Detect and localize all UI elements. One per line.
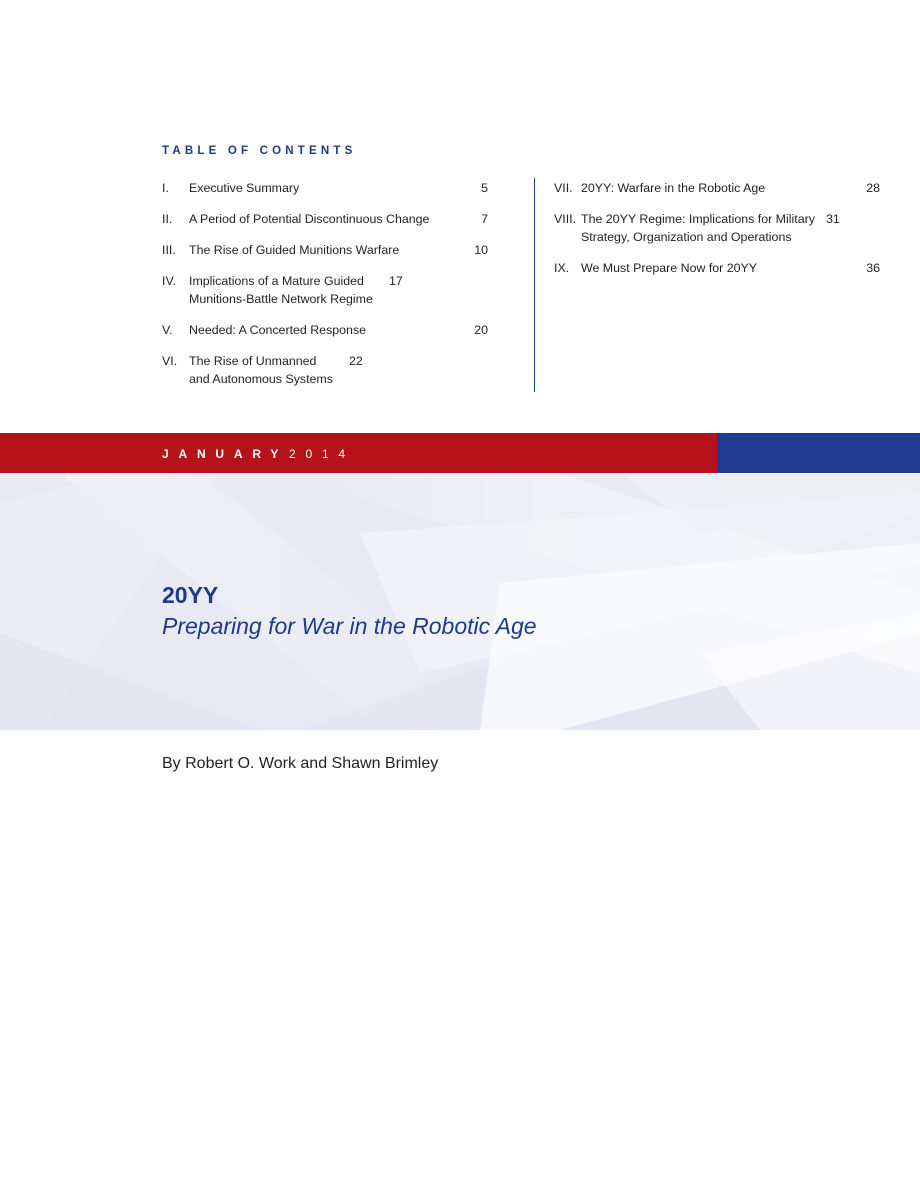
toc-item-title: The Rise of Unmanned and Autonomous Systems [189, 354, 333, 386]
toc-item-number: IX. [554, 261, 570, 275]
toc-item-page: 36 [866, 261, 880, 275]
toc-item-title: A Period of Potential Discontinuous Change [189, 212, 430, 226]
toc-item-page: 28 [866, 181, 880, 195]
toc-item-number: V. [162, 323, 173, 337]
toc-item-page: 7 [481, 212, 488, 226]
toc-item-number: VI. [162, 354, 178, 368]
toc-heading: TABLE OF CONTENTS [162, 145, 357, 157]
toc-item[interactable] [162, 352, 488, 388]
toc-item[interactable] [162, 179, 488, 197]
toc-item[interactable] [554, 259, 880, 277]
toc-item[interactable] [162, 210, 488, 228]
banner-month: JANUARY [162, 447, 289, 461]
toc-item-title: Needed: A Concerted Response [189, 323, 367, 337]
toc-item-title: The Rise of Guided Munitions Warfare [189, 243, 400, 257]
toc-column-left [162, 179, 488, 401]
toc-item-title: Executive Summary [189, 181, 300, 195]
toc-item[interactable] [162, 321, 488, 339]
toc-item[interactable] [162, 241, 488, 259]
toc-item[interactable] [554, 179, 880, 197]
toc-item-page: 20 [474, 323, 488, 337]
toc-divider [534, 178, 535, 392]
toc-item-number: III. [162, 243, 176, 257]
report-title: 20YY [162, 582, 219, 608]
banner-year: 2014 [289, 447, 355, 461]
toc-item-title: The 20YY Regime: Implications for Military Strategy, Organization and Operations [581, 212, 815, 244]
toc-item-title: Implications of a Mature Guided Munitions-Battle Network Regime [189, 274, 373, 306]
toc-item-page: 22 [349, 354, 363, 368]
date-banner-blue [717, 433, 920, 473]
toc-item-page: 10 [474, 243, 488, 257]
date-banner-red [0, 433, 717, 473]
hero-background-graphic [0, 473, 920, 730]
toc-item-page: 17 [389, 274, 403, 288]
author-byline: By Robert O. Work and Shawn Brimley [162, 755, 439, 772]
report-subtitle: Preparing for War in the Robotic Age [162, 613, 537, 639]
toc-item-number: VII. [554, 181, 573, 195]
toc-item-number: IV. [162, 274, 177, 288]
toc-item-page: 5 [481, 181, 488, 195]
toc-item-page: 31 [826, 212, 840, 226]
hero-image [0, 473, 920, 730]
toc-item[interactable] [162, 272, 488, 308]
toc-item-number: I. [162, 181, 169, 195]
toc-item-title: 20YY: Warfare in the Robotic Age [581, 181, 766, 195]
toc-item-number: II. [162, 212, 173, 226]
toc-column-right [554, 179, 880, 290]
toc-item-number: VIII. [554, 212, 577, 226]
toc-item[interactable] [554, 210, 880, 246]
toc-item-title: We Must Prepare Now for 20YY [581, 261, 758, 275]
